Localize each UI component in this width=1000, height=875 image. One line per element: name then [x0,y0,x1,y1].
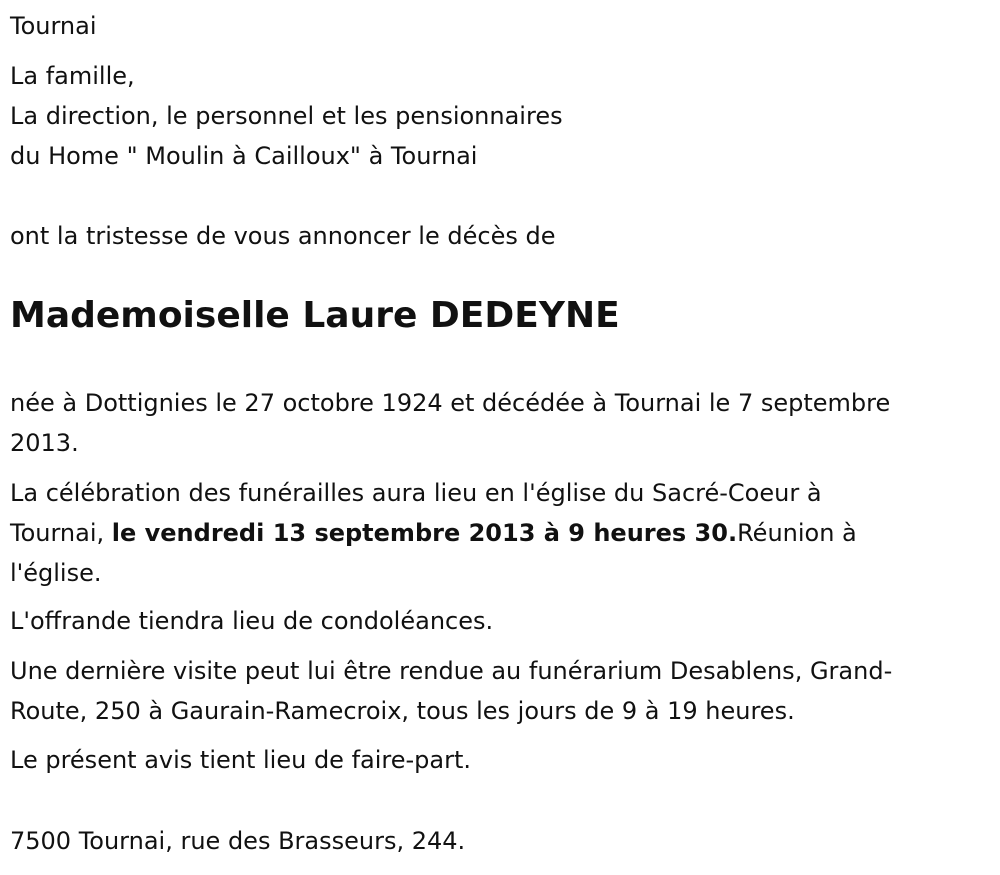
birth-death-line: née à Dottignies le 27 octobre 1924 et décédée à Tournai le 7 septembre [10,389,891,417]
faire-part-paragraph: Le présent avis tient lieu de faire-part. [10,746,472,774]
offrande-paragraph: L'offrande tiendra lieu de condoléances. [10,607,494,635]
address-line: 7500 Tournai, rue des Brasseurs, 244. [10,827,466,855]
birth-death-paragraph [10,383,992,463]
family-list [10,56,563,176]
celebration-suffix: Réunion à [737,519,857,547]
celebration-prefix: Tournai, [10,519,112,547]
family-line: du Home " Moulin à Cailloux" à Tournai [10,142,478,170]
birth-death-line: 2013. [10,429,79,457]
visit-line: Route, 250 à Gaurain-Ramecroix, tous les jours de 9 à 19 heures. [10,697,795,725]
celebration-date: le vendredi 13 septembre 2013 à 9 heures 30. [111,519,738,547]
notice-city: Tournai [10,12,97,40]
visit-line: Une dernière visite peut lui être rendue au funérarium Desablens, Grand- [10,657,893,685]
celebration-line: La célébration des funérailles aura lieu en l'église du Sacré-Coeur à [10,479,822,507]
celebration-paragraph [10,473,992,593]
family-line: La direction, le personnel et les pensionnaires [10,102,563,130]
celebration-line: l'église. [10,559,102,587]
celebration-line [10,513,992,553]
announcement-intro: ont la tristesse de vous annoncer le décès de [10,222,556,250]
family-line: La famille, [10,62,135,90]
visit-paragraph [10,651,992,731]
deceased-name: Mademoiselle Laure DEDEYNE [10,295,620,336]
